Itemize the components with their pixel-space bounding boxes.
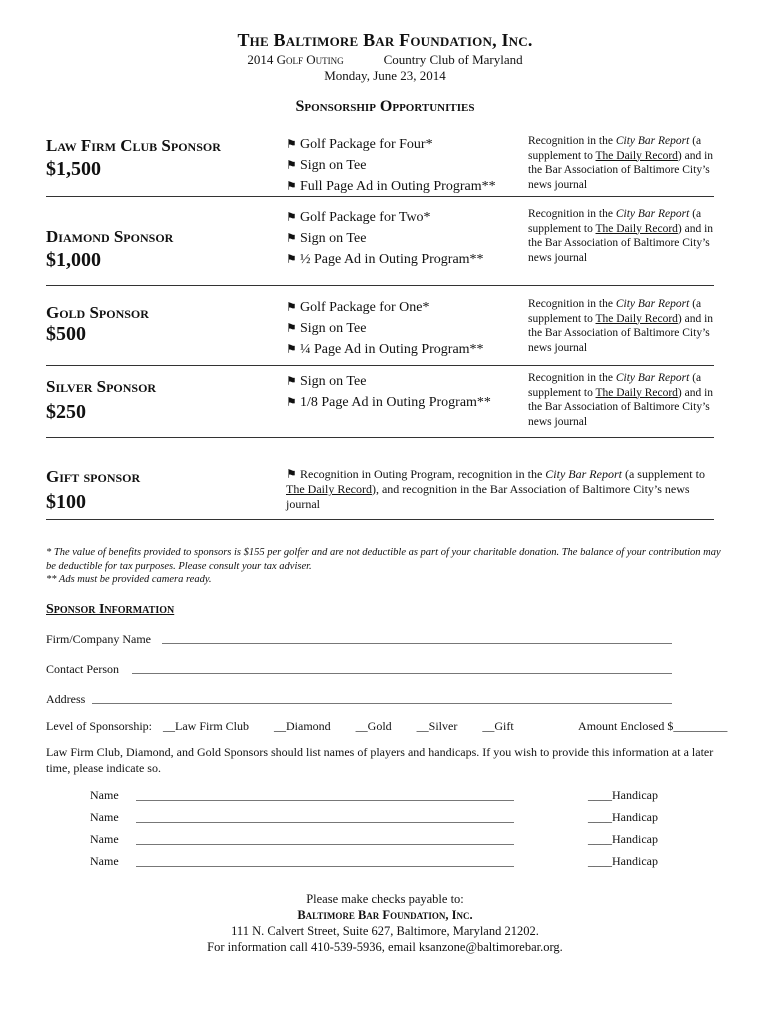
benefit-item: ⚑ Golf Package for Two* bbox=[286, 207, 484, 228]
recognition-text: Recognition in the City Bar Report (a supplement to The Daily Record) and in the Bar Association of Baltimore City’s news journal bbox=[528, 208, 714, 264]
contact-label: Contact Person bbox=[46, 662, 119, 676]
mailing-address: 111 N. Calvert Street, Suite 627, Baltimore, Maryland 21202. bbox=[231, 924, 539, 938]
address-label: Address bbox=[46, 692, 86, 706]
recognition-text: Recognition in the City Bar Report (a supplement to The Daily Record) and in the Bar Association of Baltimore City’s news journal bbox=[528, 135, 714, 191]
footnote-value: * The value of benefits provided to sponsors is $155 per golfer and are not deductible as part of your charitable donation. The balance of your contribution may be deductible for tax purposes. Please consult your tax adviser. bbox=[46, 547, 721, 572]
handicap-field[interactable]: ____Handicap bbox=[588, 810, 658, 824]
handicap-field[interactable]: ____Handicap bbox=[588, 788, 658, 802]
tier-price: $100 bbox=[46, 491, 86, 513]
divider bbox=[46, 365, 714, 366]
address-input-line[interactable] bbox=[92, 703, 672, 704]
player-name-label: Name bbox=[90, 810, 119, 824]
golf-flag-icon: ⚑ bbox=[286, 231, 297, 245]
benefit-item: ⚑ ½ Page Ad in Outing Program** bbox=[286, 249, 484, 270]
payable-org: Baltimore Bar Foundation, Inc. bbox=[297, 908, 473, 922]
benefit-item: ⚑ Sign on Tee bbox=[286, 228, 484, 249]
golf-flag-icon: ⚑ bbox=[286, 395, 297, 409]
amount-enclosed-field[interactable]: Amount Enclosed $_________ bbox=[578, 719, 728, 733]
footnotes bbox=[46, 546, 726, 587]
golf-flag-icon: ⚑ bbox=[286, 321, 297, 335]
address-field[interactable] bbox=[46, 691, 674, 707]
recognition-text: Recognition in the City Bar Report (a supplement to The Daily Record) and in the Bar Association of Baltimore City’s news journal bbox=[528, 298, 714, 354]
tier-name: Diamond Sponsor bbox=[46, 227, 174, 246]
benefit-item: ⚑ Sign on Tee bbox=[286, 318, 484, 339]
divider bbox=[46, 437, 714, 438]
golf-flag-icon: ⚑ bbox=[286, 300, 297, 314]
tier-price: $1,500 bbox=[46, 158, 101, 180]
benefit-list bbox=[286, 134, 496, 197]
players-note: Law Firm Club, Diamond, and Gold Sponsors should list names of players and handicaps. If you wish to provide this information at a later time, please indicate so. bbox=[46, 745, 714, 775]
benefit-item: ⚑ Golf Package for One* bbox=[286, 297, 484, 318]
firm-input-line[interactable] bbox=[162, 643, 672, 644]
benefit-item: ⚑ Sign on Tee bbox=[286, 371, 491, 392]
level-label: Level of Sponsorship: bbox=[46, 719, 152, 733]
divider bbox=[46, 196, 714, 197]
contact-input-line[interactable] bbox=[132, 673, 672, 674]
tier-gift bbox=[46, 467, 714, 523]
divider bbox=[46, 519, 714, 520]
golf-flag-icon: ⚑ bbox=[286, 179, 297, 193]
level-option-law-firm-club[interactable]: __Law Firm Club bbox=[163, 719, 249, 733]
level-option-gold[interactable]: __Gold bbox=[355, 719, 392, 733]
tier-price: $500 bbox=[46, 323, 86, 345]
divider bbox=[46, 285, 714, 286]
benefit-item: ⚑ Golf Package for Four* bbox=[286, 134, 496, 155]
player-name-label: Name bbox=[90, 854, 119, 868]
tier-gold bbox=[46, 297, 714, 367]
benefit-list bbox=[286, 207, 484, 270]
recognition-text: ⚑ Recognition in Outing Program, recognition in the City Bar Report (a supplement to The Daily Record), and recognition in the Bar Association of Baltimore City’s news journal bbox=[286, 467, 705, 511]
event-name: 2014 Golf Outing bbox=[247, 52, 344, 67]
player-name-label: Name bbox=[90, 788, 119, 802]
event-venue: Country Club of Maryland bbox=[383, 52, 523, 67]
footnote-ads: ** Ads must be provided camera ready. bbox=[46, 574, 212, 585]
sponsor-info-heading: Sponsor Information bbox=[46, 602, 175, 617]
golf-flag-icon: ⚑ bbox=[286, 252, 297, 266]
contact-info: For information call 410-539-5936, email ksanzone@baltimorebar.org. bbox=[207, 940, 563, 954]
tier-name: Gold Sponsor bbox=[46, 303, 149, 322]
event-date: Monday, June 23, 2014 bbox=[324, 68, 446, 83]
benefit-item: ⚑ 1/8 Page Ad in Outing Program** bbox=[286, 392, 491, 413]
firm-label: Firm/Company Name bbox=[46, 632, 151, 646]
recognition-text: Recognition in the City Bar Report (a supplement to The Daily Record) and in the Bar Association of Baltimore City’s news journal bbox=[528, 372, 714, 428]
benefit-list bbox=[286, 297, 484, 360]
tier-name: Law Firm Club Sponsor bbox=[46, 136, 221, 155]
benefit-item: ⚑ Full Page Ad in Outing Program** bbox=[286, 176, 496, 197]
player-name-line[interactable] bbox=[136, 866, 514, 867]
golf-flag-icon: ⚑ bbox=[286, 158, 297, 172]
player-row bbox=[90, 788, 670, 804]
player-row bbox=[90, 832, 670, 848]
player-name-line[interactable] bbox=[136, 844, 514, 845]
handicap-field[interactable]: ____Handicap bbox=[588, 854, 658, 868]
golf-flag-icon: ⚑ bbox=[286, 137, 297, 151]
golf-flag-icon: ⚑ bbox=[286, 467, 297, 481]
payment-footer bbox=[0, 891, 770, 955]
golf-flag-icon: ⚑ bbox=[286, 210, 297, 224]
benefit-list bbox=[286, 371, 491, 413]
tier-law-firm-club bbox=[46, 134, 714, 198]
payable-line: Please make checks payable to: bbox=[306, 892, 464, 906]
player-name-label: Name bbox=[90, 832, 119, 846]
level-of-sponsorship bbox=[46, 719, 727, 734]
tier-silver bbox=[46, 371, 714, 439]
event-line bbox=[0, 52, 770, 68]
golf-flag-icon: ⚑ bbox=[286, 374, 297, 388]
level-option-diamond[interactable]: __Diamond bbox=[274, 719, 331, 733]
benefit-item: ⚑ ¼ Page Ad in Outing Program** bbox=[286, 339, 484, 360]
benefit-item: ⚑ Sign on Tee bbox=[286, 155, 496, 176]
firm-field[interactable] bbox=[46, 631, 674, 647]
section-title: Sponsorship Opportunities bbox=[295, 98, 475, 115]
player-row bbox=[90, 810, 670, 826]
tier-price: $250 bbox=[46, 401, 86, 423]
handicap-field[interactable]: ____Handicap bbox=[588, 832, 658, 846]
player-name-line[interactable] bbox=[136, 822, 514, 823]
document-title: The Baltimore Bar Foundation, Inc. bbox=[237, 30, 533, 50]
level-option-silver[interactable]: __Silver bbox=[416, 719, 458, 733]
golf-flag-icon: ⚑ bbox=[286, 342, 297, 356]
tier-name: Gift sponsor bbox=[46, 467, 141, 486]
player-name-line[interactable] bbox=[136, 800, 514, 801]
tier-name: Silver Sponsor bbox=[46, 377, 157, 396]
tier-diamond bbox=[46, 207, 714, 287]
player-row bbox=[90, 854, 670, 870]
contact-field[interactable] bbox=[46, 661, 674, 677]
level-option-gift[interactable]: __Gift bbox=[482, 719, 514, 733]
tier-price: $1,000 bbox=[46, 249, 101, 271]
